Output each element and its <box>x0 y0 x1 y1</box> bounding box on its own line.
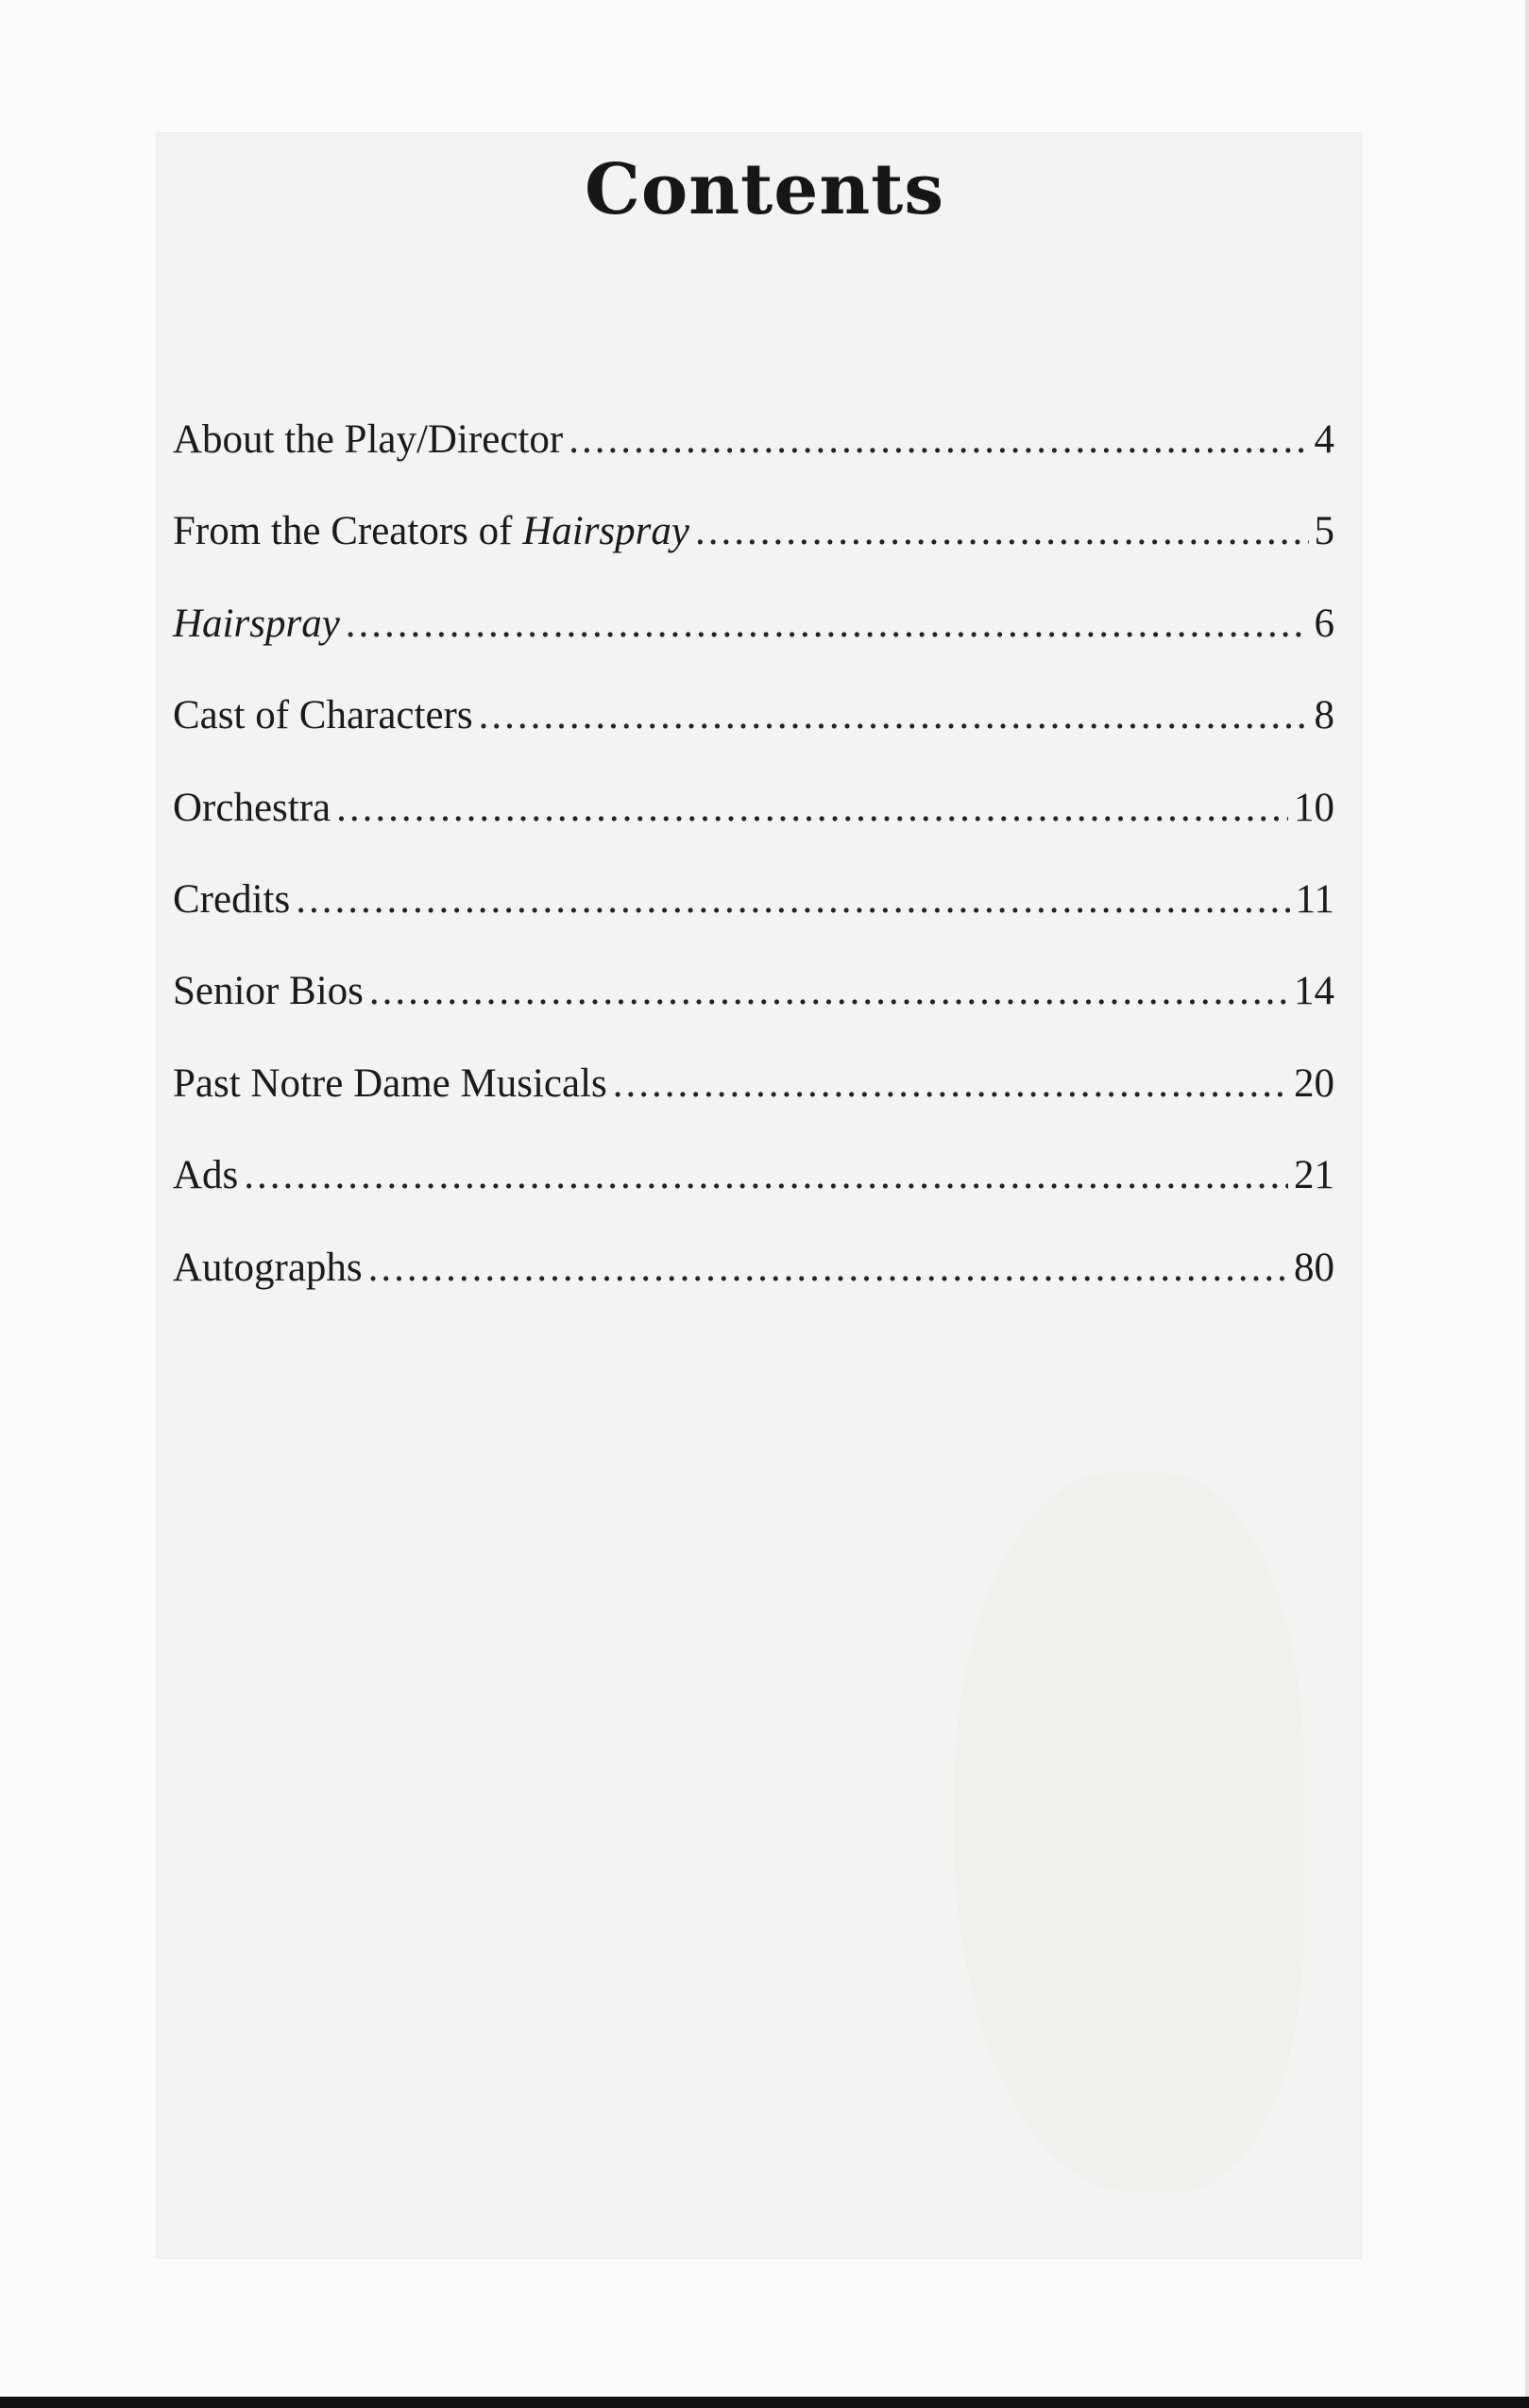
toc-entry-label: Orchestra <box>173 785 331 830</box>
toc-entry-label: Credits <box>173 876 291 922</box>
toc-entry-label: From the Creators of Hairspray <box>173 509 689 554</box>
toc-entry-label: About the Play/Director <box>173 417 564 462</box>
toc-entry-from-the-creators[interactable] <box>173 511 1334 602</box>
toc-entry-page-number: 10 <box>1294 785 1334 830</box>
page-title: Contents <box>585 149 944 230</box>
dot-leader <box>569 419 1308 460</box>
dot-leader <box>369 971 1288 1011</box>
dot-leader <box>479 695 1309 736</box>
toc-entry-page-number: 4 <box>1314 417 1334 462</box>
toc-entry-label: Past Notre Dame Musicals <box>173 1060 607 1106</box>
dot-leader <box>613 1063 1288 1104</box>
toc-entry-past-musicals[interactable] <box>173 1060 1334 1155</box>
toc-entry-page-number: 11 <box>1295 876 1334 922</box>
toc-entry-page-number: 6 <box>1314 601 1334 646</box>
dot-leader <box>244 1155 1288 1196</box>
toc-entry-ads[interactable] <box>173 1155 1334 1246</box>
toc-entry-cast-of-characters[interactable] <box>173 695 1334 787</box>
page-edge <box>1525 0 1529 2408</box>
toc-entry-hairspray[interactable] <box>173 603 1334 695</box>
toc-entry-page-number: 14 <box>1294 969 1334 1014</box>
toc-entry-page-number: 20 <box>1294 1060 1334 1106</box>
toc-entry-page-number: 5 <box>1314 509 1334 554</box>
toc-entry-about-the-play[interactable] <box>173 419 1334 511</box>
table-of-contents <box>173 419 1334 1339</box>
scan-bottom-edge <box>0 2397 1529 2408</box>
toc-entry-autographs[interactable] <box>173 1247 1334 1339</box>
toc-entry-page-number: 21 <box>1294 1153 1334 1198</box>
toc-entry-label: Senior Bios <box>173 969 364 1014</box>
dot-leader <box>336 788 1288 828</box>
dot-leader <box>346 603 1309 644</box>
dot-leader <box>695 511 1309 551</box>
dot-leader <box>296 879 1289 920</box>
dot-leader <box>368 1247 1288 1288</box>
reverse-page-figure-shadow <box>954 1473 1303 2191</box>
toc-entry-page-number: 80 <box>1294 1245 1334 1290</box>
toc-entry-senior-bios[interactable] <box>173 971 1334 1062</box>
toc-entry-page-number: 8 <box>1314 693 1334 738</box>
toc-entry-orchestra[interactable] <box>173 785 1334 879</box>
toc-entry-label: Autographs <box>173 1245 363 1290</box>
toc-entry-label: Hairspray <box>173 601 340 646</box>
toc-entry-label: Ads <box>173 1153 239 1198</box>
toc-entry-credits[interactable] <box>173 876 1334 971</box>
toc-entry-label: Cast of Characters <box>173 693 473 738</box>
